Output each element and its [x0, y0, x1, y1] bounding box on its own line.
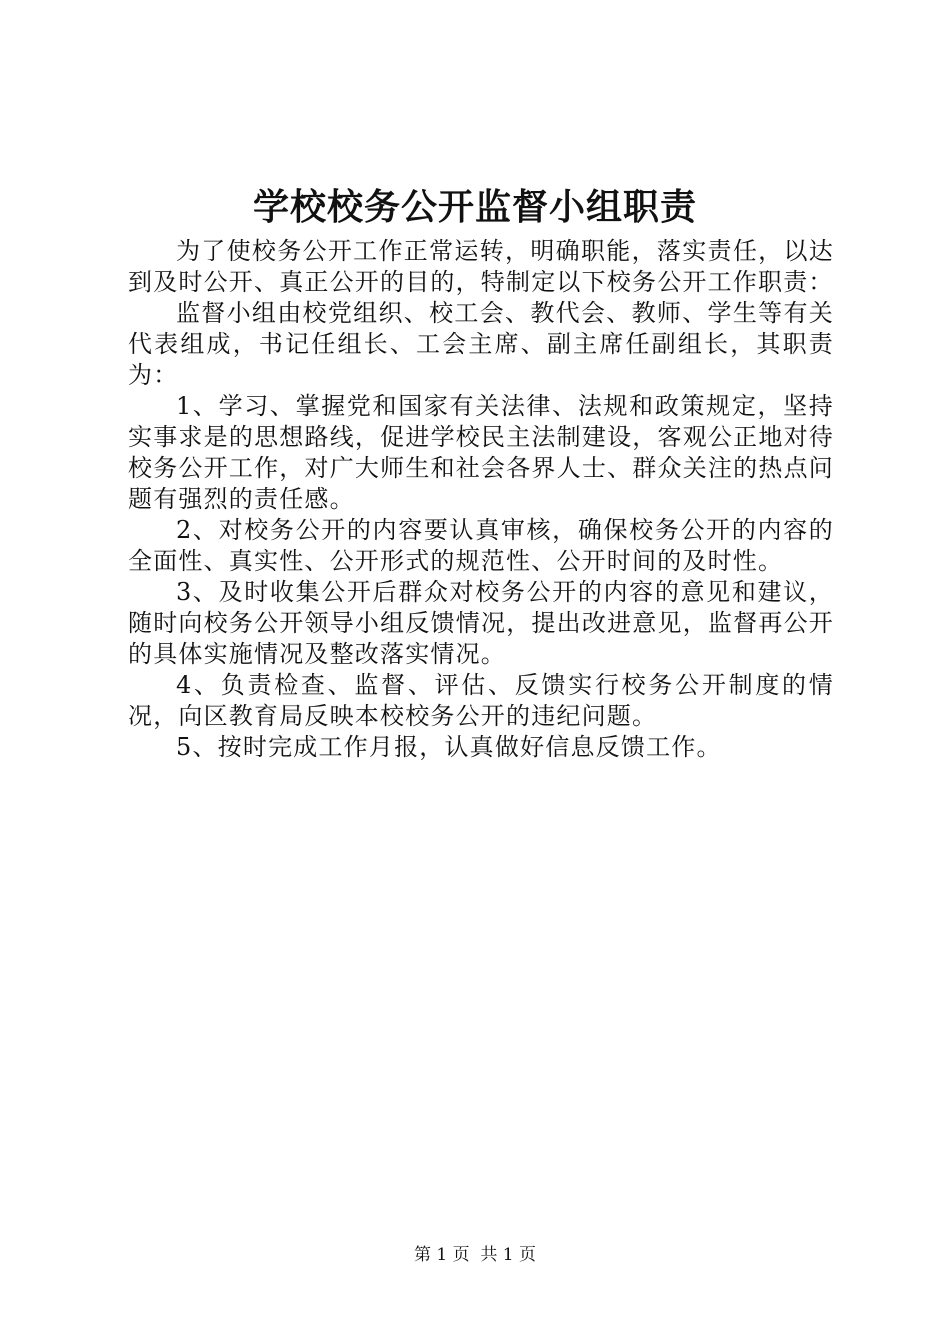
page-total: 共 1 页	[480, 1245, 537, 1265]
paragraph-composition: 监督小组由校党组织、校工会、教代会、教师、学生等有关代表组成，书记任组长、工会主席、副主席任副组长，其职责为：	[128, 299, 834, 389]
paragraph-duty-4: 4、负责检查、监督、评估、反馈实行校务公开制度的情况，向区教育局反映本校校务公开的违纪问题。	[128, 671, 834, 730]
page-number: 第 1 页	[413, 1245, 470, 1265]
document-body	[128, 236, 834, 763]
paragraph-duty-1: 1、学习、掌握党和国家有关法律、法规和政策规定，坚持实事求是的思想路线，促进学校民主法制建设，客观公正地对待校务公开工作，对广大师生和社会各界人士、群众关注的热点问题有强烈的责任感。	[128, 392, 834, 513]
paragraph-intro: 为了使校务公开工作正常运转，明确职能，落实责任，以达到及时公开、真正公开的目的，特制定以下校务公开工作职责：	[128, 237, 834, 296]
document-title: 学校校务公开监督小组职责	[252, 186, 697, 228]
paragraph-duty-3: 3、及时收集公开后群众对校务公开的内容的意见和建议，随时向校务公开领导小组反馈情况，提出改进意见，监督再公开的具体实施情况及整改落实情况。	[128, 578, 834, 668]
paragraph-duty-2: 2、对校务公开的内容要认真审核，确保校务公开的内容的全面性、真实性、公开形式的规范性、公开时间的及时性。	[128, 516, 834, 575]
page-footer	[0, 1244, 950, 1266]
paragraph-duty-5: 5、按时完成工作月报，认真做好信息反馈工作。	[176, 733, 722, 761]
